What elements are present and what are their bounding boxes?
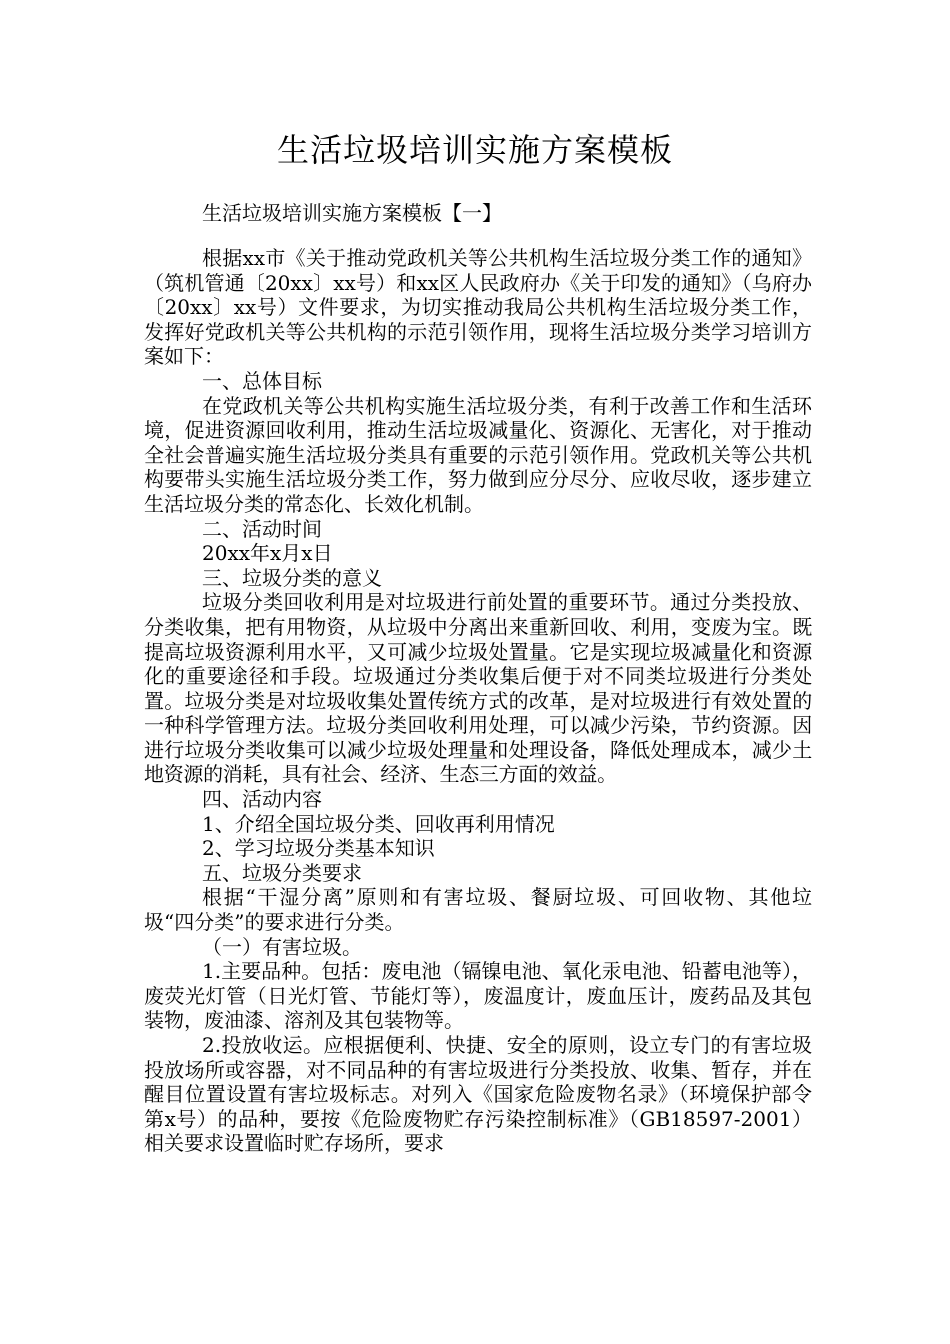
document-body — [144, 246, 812, 1156]
section-heading-time: 二、活动时间 — [202, 516, 322, 541]
list-item-content-1: 1、介绍全国垃圾分类、回收再利用情况 — [202, 811, 555, 836]
paragraph-time: 20xx年x月x日 — [202, 541, 333, 566]
paragraph-requirements: 根据“干湿分离”原则和有害垃圾、餐厨垃圾、可回收物、其他垃圾“四分类”的要求进行分类。 — [144, 885, 812, 935]
paragraph-significance: 垃圾分类回收利用是对垃圾进行前处置的重要环节。通过分类投放、分类收集，把有用物资，从垃圾中分离出来重新回收、利用，变废为宝。既提高垃圾资源利用水平，又可减少垃圾处置量。它是实现垃圾减量化和资源化的重要途径和手段。垃圾通过分类收集后便于对不同类垃圾进行分类处置。垃圾分类是对垃圾收集处置传统方式的改革，是对垃圾进行有效处置的一种科学管理方法。垃圾分类回收利用处理，可以减少污染，节约资源。因进行垃圾分类收集可以减少垃圾处理量和处理设备，降低处理成本，减少土地资源的消耗，具有社会、经济、生态三方面的效益。 — [144, 590, 812, 787]
page-title: 生活垃圾培训实施方案模板 — [276, 131, 673, 169]
section-heading-requirements: 五、垃圾分类要求 — [202, 860, 362, 885]
paragraph-goal: 在党政机关等公共机构实施生活垃圾分类，有利于改善工作和生活环境，促进资源回收利用，推动生活垃圾减量化、资源化、无害化，对于推动全社会普遍实施生活垃圾分类具有重要的示范引领作用。党政机关等公共机构要带头实施生活垃圾分类工作，努力做到应分尽分、应收尽收，逐步建立生活垃圾分类的常态化、长效化机制。 — [144, 393, 812, 516]
paragraph-hazardous-collection: 2.投放收运。应根据便利、快捷、安全的原则，设立专门的有害垃圾投放场所或容器，对不同品种的有害垃圾进行分类投放、收集、暂存，并在醒目位置设置有害垃圾标志。对列入《国家危险废物名录》（环境保护部令第x号）的品种，要按《危险废物贮存污染控制标准》（GB18597-2001）相关要求设置临时贮存场所，要求 — [144, 1033, 812, 1156]
section-heading-significance: 三、垃圾分类的意义 — [202, 565, 382, 590]
document-subtitle: 生活垃圾培训实施方案模板【一】 — [202, 201, 502, 225]
list-item-content-2: 2、学习垃圾分类基本知识 — [202, 836, 435, 861]
section-heading-content: 四、活动内容 — [202, 787, 322, 812]
paragraph-hazardous-types: 1.主要品种。包括：废电池（镉镍电池、氧化汞电池、铅蓄电池等），废荧光灯管（日光灯管、节能灯等），废温度计，废血压计，废药品及其包装物，废油漆、溶剂及其包装物等。 — [144, 959, 812, 1033]
paragraph-intro: 根据xx市《关于推动党政机关等公共机构生活垃圾分类工作的通知》（筑机管通〔20xx〕xx号）和xx区人民政府办《关于印发的通知》（乌府办〔20xx〕xx号）文件要求，为切实推动我局公共机构生活垃圾分类工作，发挥好党政机关等公共机构的示范引领作用，现将生活垃圾分类学习培训方案如下： — [144, 246, 812, 369]
section-heading-goal: 一、总体目标 — [202, 368, 322, 393]
subsection-heading-hazardous: （一）有害垃圾。 — [202, 934, 362, 959]
